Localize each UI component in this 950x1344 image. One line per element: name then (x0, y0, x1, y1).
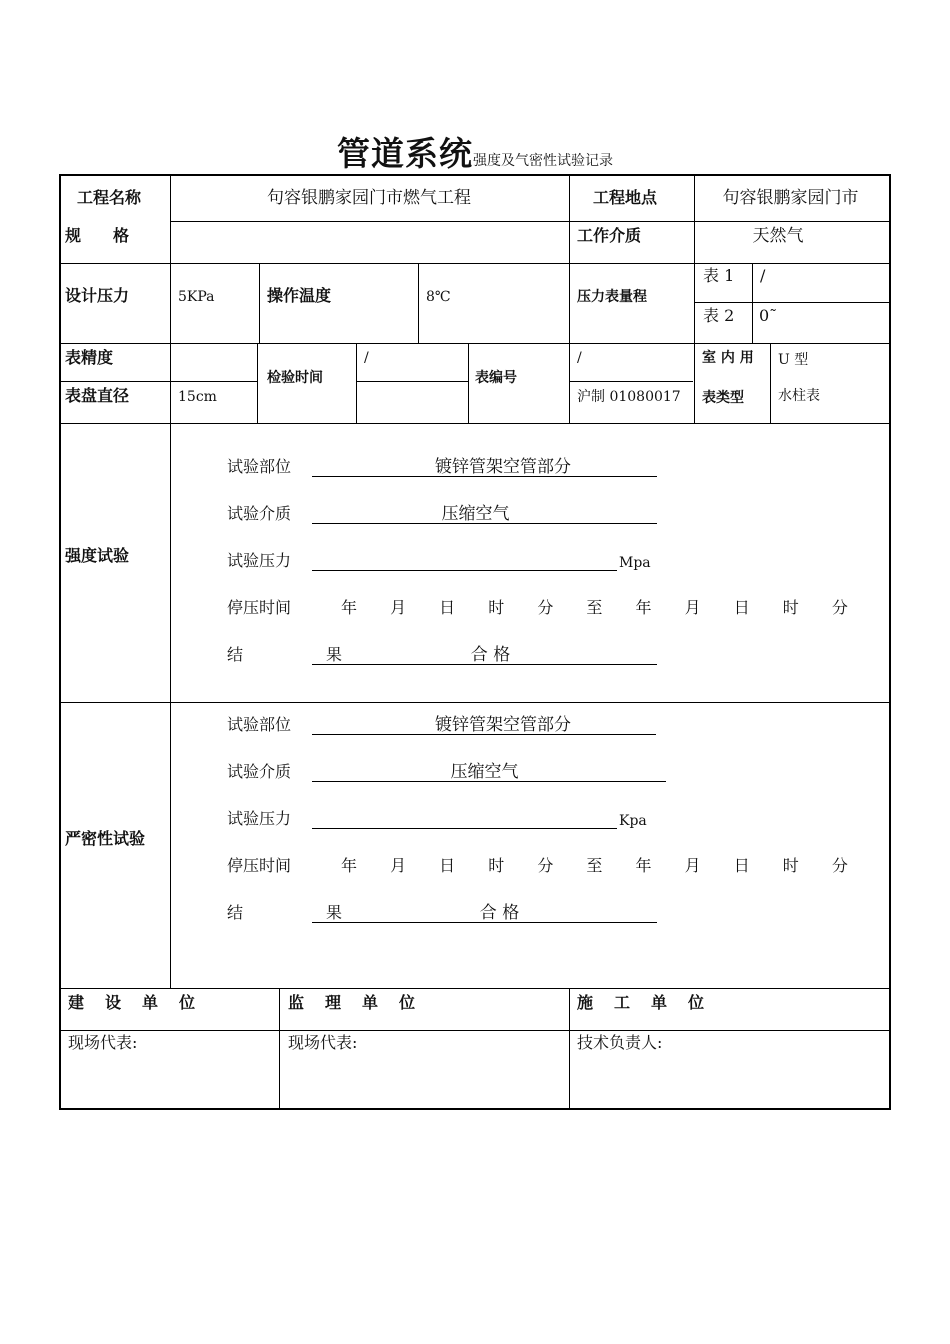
tightness-part-value: 镀锌管架空管部分 (435, 715, 571, 735)
tightness-medium-value: 压缩空气 (450, 762, 519, 782)
tightness-test-label: 严密性试验 (65, 829, 146, 848)
tightness-pressure-unit: Kpa (619, 813, 647, 829)
gauge-range-label: 压力表量程 (577, 289, 647, 305)
op-temp-value: 8℃ (426, 289, 451, 305)
site-rep-1-label: 现场代表: (68, 1033, 138, 1052)
project-name-value: 句容银鹏家园门市燃气工程 (267, 188, 471, 208)
design-pressure-value: 5KPa (178, 289, 215, 305)
gauge-no-value: / (577, 350, 582, 366)
work-medium-value: 天然气 (752, 226, 804, 246)
construction-unit-label: 建设单位 (68, 993, 217, 1012)
inspect-time-label: 检验时间 (267, 370, 323, 386)
gauge2-value: 0˜ (759, 306, 778, 325)
water-column-value: 水柱表 (778, 388, 820, 404)
tech-lead-label: 技术负责人: (577, 1033, 663, 1052)
project-name-label: 工程名称 (77, 188, 142, 207)
project-location-label: 工程地点 (593, 188, 658, 207)
strength-test-label: 强度试验 (65, 546, 130, 565)
site-rep-2-label: 现场代表: (288, 1033, 358, 1052)
gauge1-label: 表 1 (703, 266, 735, 285)
supervision-unit-label: 监理单位 (288, 993, 437, 1012)
accuracy-label: 表精度 (65, 348, 114, 367)
tightness-result-label: 结 果 (227, 903, 360, 922)
spec-label: 规 格 (65, 226, 130, 245)
gauge-no-value-2: 沪制 01080017 (577, 389, 681, 405)
gauge1-value: / (760, 266, 766, 285)
strength-part-value: 镀锌管架空管部分 (435, 457, 571, 477)
page-title (0, 128, 950, 175)
design-pressure-label: 设计压力 (65, 286, 130, 305)
tightness-hold-time: 年 月 日 时 分 至 年 月 日 时 分 (341, 856, 862, 875)
dial-diameter-value: 15cm (178, 389, 217, 405)
indoor-label: 室 内 用 (702, 350, 754, 366)
project-location-value: 句容银鹏家园门市 (722, 188, 859, 208)
gauge-type-label: 表类型 (702, 390, 744, 406)
op-temp-label: 操作温度 (267, 286, 332, 305)
strength-medium-label: 试验介质 (227, 504, 292, 523)
gauge-no-label: 表编号 (475, 370, 517, 386)
title-main: 管道系统 (337, 134, 473, 173)
tightness-hold-label: 停压时间 (227, 856, 292, 875)
tightness-result-value: 合 格 (479, 903, 520, 923)
strength-hold-label: 停压时间 (227, 598, 292, 617)
gauge2-label: 表 2 (703, 306, 735, 325)
strength-medium-value: 压缩空气 (441, 504, 510, 524)
strength-result-value: 合 格 (470, 645, 511, 665)
strength-pressure-unit: Mpa (619, 555, 651, 571)
strength-pressure-label: 试验压力 (227, 551, 292, 570)
builder-unit-label: 施工单位 (577, 993, 726, 1012)
u-type-value: U 型 (778, 352, 809, 368)
tightness-medium-label: 试验介质 (227, 762, 292, 781)
tightness-part-label: 试验部位 (227, 715, 292, 734)
title-sub: 强度及气密性试验记录 (473, 153, 613, 169)
work-medium-label: 工作介质 (577, 226, 642, 245)
inspect-time-value: / (364, 350, 369, 366)
tightness-pressure-label: 试验压力 (227, 809, 292, 828)
strength-result-label: 结 果 (227, 645, 360, 664)
strength-hold-time: 年 月 日 时 分 至 年 月 日 时 分 (341, 598, 862, 617)
strength-part-label: 试验部位 (227, 457, 292, 476)
dial-diameter-label: 表盘直径 (65, 386, 130, 405)
